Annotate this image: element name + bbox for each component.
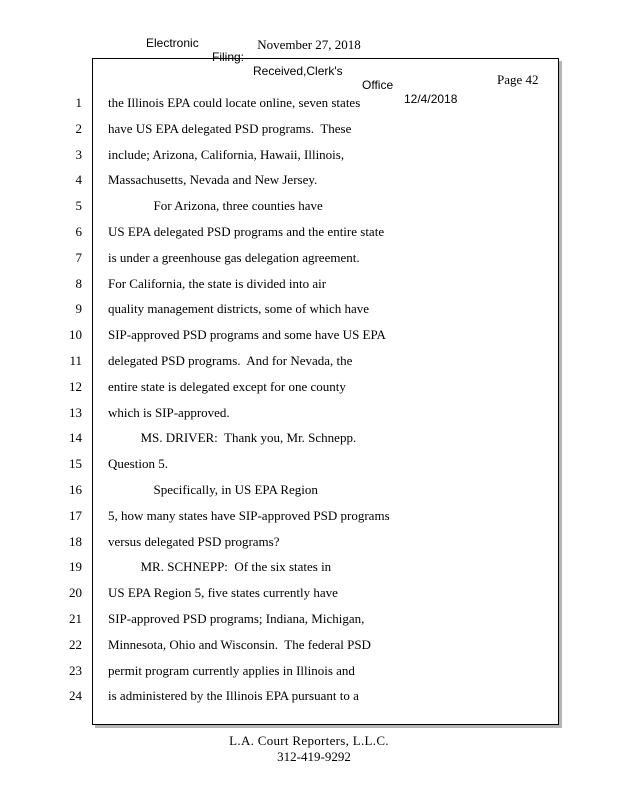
line-number: 2 xyxy=(75,120,82,136)
page-number: Page 42 xyxy=(497,72,539,87)
line-text: Massachusetts, Nevada and New Jersey. xyxy=(108,172,318,188)
line-text: For California, the state is divided into air xyxy=(108,275,327,291)
line-number: 14 xyxy=(69,430,82,446)
line-number: 13 xyxy=(69,404,82,420)
line-text: permit program currently applies in Illinois and xyxy=(108,662,355,678)
line-text: which is SIP-approved. xyxy=(108,404,230,420)
line-text: SIP-approved PSD programs and some have US EPA xyxy=(108,327,386,343)
line-number: 10 xyxy=(69,327,82,343)
line-number: 18 xyxy=(69,533,82,549)
line-number: 24 xyxy=(69,688,82,704)
footer-company: L.A. Court Reporters, L.L.C. xyxy=(229,733,389,748)
line-number: 21 xyxy=(69,611,82,626)
line-number: 9 xyxy=(75,301,82,317)
stamp-electronic: Electronic xyxy=(146,36,199,50)
line-number: 7 xyxy=(75,249,82,265)
line-number: 8 xyxy=(75,275,82,291)
line-text: US EPA Region 5, five states currently have xyxy=(108,585,338,601)
line-number: 1 xyxy=(75,95,82,110)
line-number: 19 xyxy=(69,559,82,575)
line-text: Specifically, in US EPA Region xyxy=(108,482,318,497)
line-text: entire state is delegated except for one county xyxy=(108,378,346,394)
line-text: versus delegated PSD programs? xyxy=(108,533,280,549)
line-text: delegated PSD programs. And for Nevada, the xyxy=(108,353,353,368)
stamp-filing: Filing: xyxy=(212,50,245,64)
line-number: 11 xyxy=(69,353,82,368)
line-text: SIP-approved PSD programs; Indiana, Michigan, xyxy=(108,611,365,626)
line-number: 15 xyxy=(69,456,82,472)
line-text: the Illinois EPA could locate online, seven states xyxy=(108,95,361,110)
footer-phone: 312-419-9292 xyxy=(277,749,351,764)
line-text: quality management districts, some of which have xyxy=(108,301,370,317)
line-number: 5 xyxy=(75,198,82,214)
line-text: Minnesota, Ohio and Wisconsin. The federal PSD xyxy=(108,636,371,652)
line-number: 16 xyxy=(69,482,82,497)
line-text: MR. SCHNEPP: Of the six states in xyxy=(108,559,332,575)
stamp-office: Office xyxy=(362,78,394,92)
line-number: 23 xyxy=(69,662,82,678)
line-number: 6 xyxy=(75,224,82,239)
line-text: have US EPA delegated PSD programs. These xyxy=(108,120,352,136)
line-text: US EPA delegated PSD programs and the entire state xyxy=(108,224,385,239)
line-number: 12 xyxy=(69,378,82,394)
line-text: 5, how many states have SIP-approved PSD programs xyxy=(108,507,390,523)
stamp-received: Received,Clerk's xyxy=(253,64,343,78)
line-number: 3 xyxy=(75,146,82,162)
stamp-date: 12/4/2018 xyxy=(404,92,458,106)
line-text: For Arizona, three counties have xyxy=(108,198,323,214)
line-text: is under a greenhouse gas delegation agreement. xyxy=(108,249,360,265)
transcript-date: November 27, 2018 xyxy=(257,37,361,52)
line-number: 4 xyxy=(75,172,82,188)
line-text: MS. DRIVER: Thank you, Mr. Schnepp. xyxy=(108,430,357,446)
line-text: include; Arizona, California, Hawaii, Illinois, xyxy=(108,146,345,162)
line-number: 17 xyxy=(69,507,82,523)
line-number: 22 xyxy=(69,636,82,652)
line-text: is administered by the Illinois EPA pursuant to a xyxy=(108,688,359,704)
line-number: 20 xyxy=(69,585,82,601)
line-text: Question 5. xyxy=(108,456,168,472)
